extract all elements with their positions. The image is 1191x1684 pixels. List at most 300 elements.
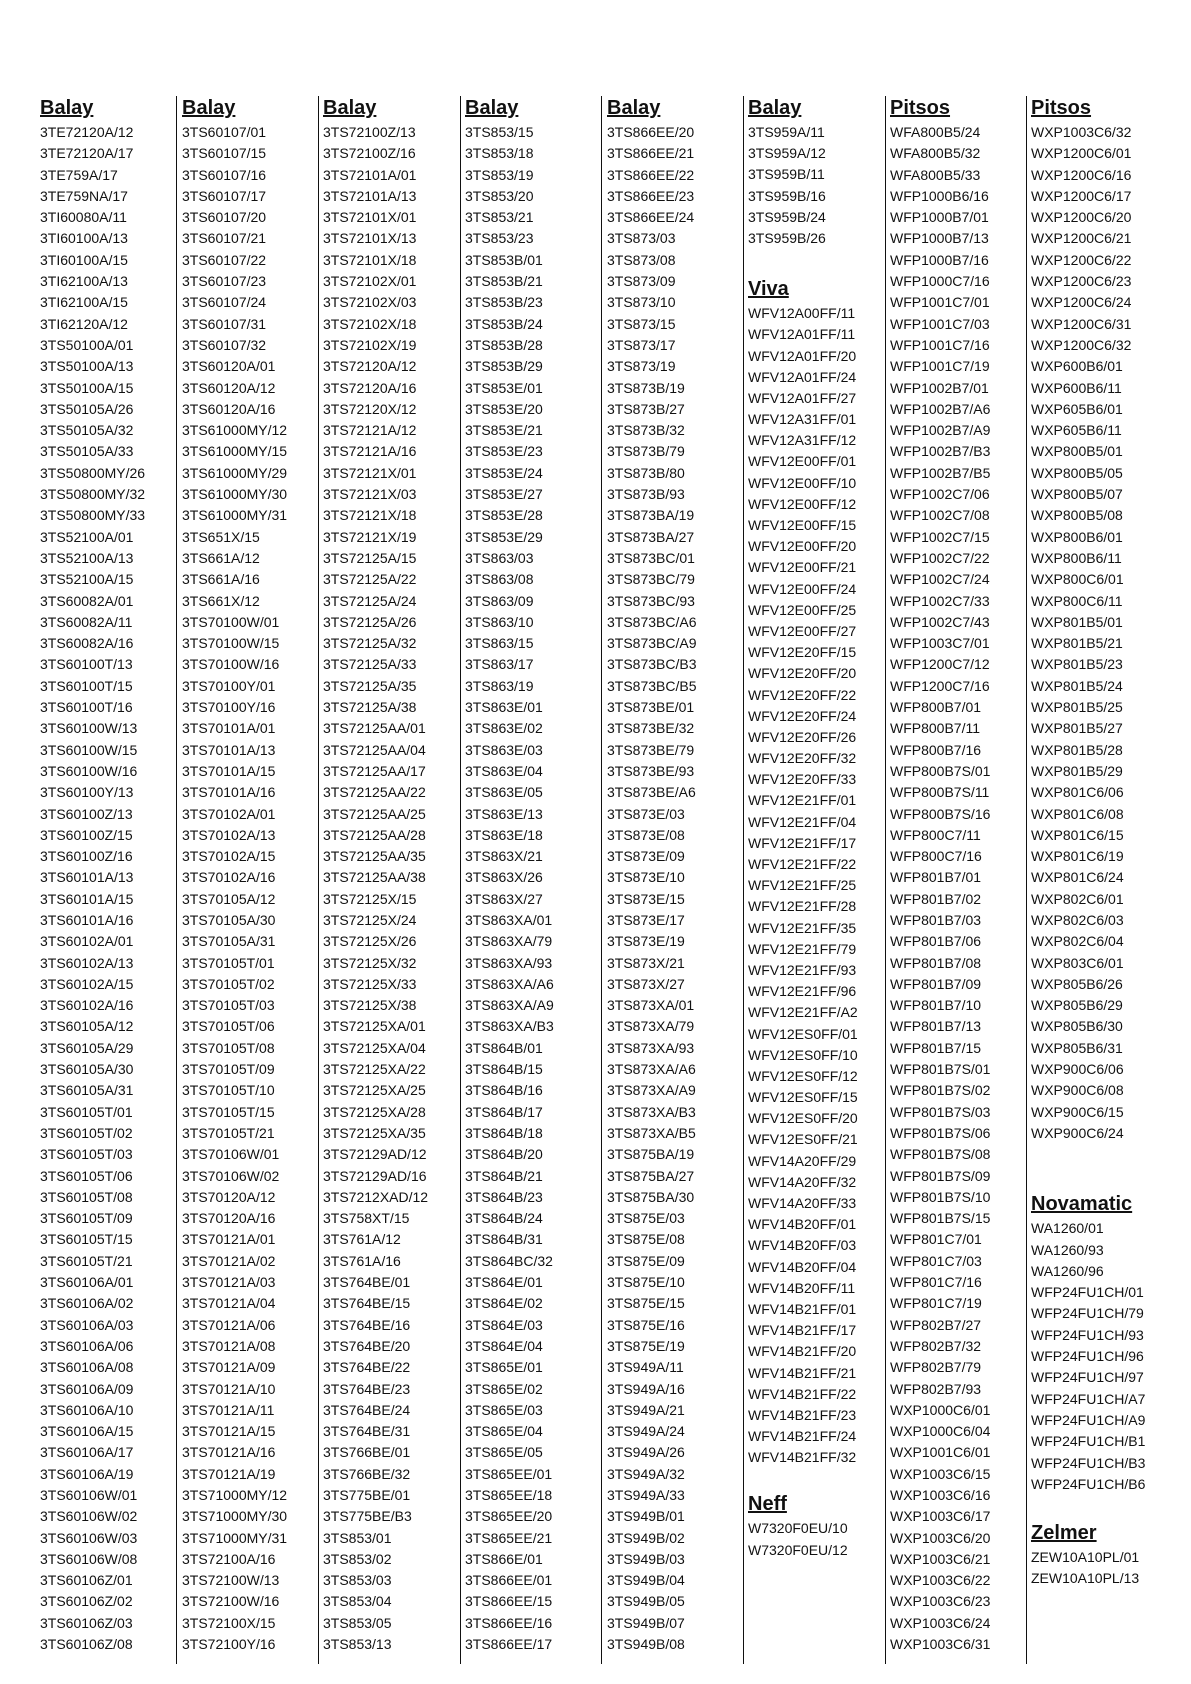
model-number: 3TS764BE/22 <box>323 1359 411 1376</box>
model-number: 3TS60082A/11 <box>40 613 133 630</box>
model-number: 3TS866EE/24 <box>607 209 695 226</box>
model-number: 3TS70121A/09 <box>182 1359 276 1376</box>
model-number: WFV12E21FF/93 <box>748 961 857 978</box>
model-number: 3TS949A/24 <box>607 1423 685 1440</box>
model-number: WXP800B6/01 <box>1031 528 1123 545</box>
model-number: 3TS72102X/19 <box>323 336 417 353</box>
model-number: 3TS764BE/01 <box>323 1274 411 1291</box>
model-number: 3TS72125XA/35 <box>323 1124 426 1141</box>
model-number: 3TS873B/79 <box>607 443 685 460</box>
model-number: WFV12A31FF/12 <box>748 432 857 449</box>
model-number: 3TS60107/01 <box>182 124 267 140</box>
model-number: 3TS70121A/03 <box>182 1274 276 1291</box>
model-number: 3TS61000MY/29 <box>182 464 288 481</box>
model-number: WFV12A00FF/11 <box>748 305 856 322</box>
model-number: 3TS70100Y/16 <box>182 699 276 716</box>
model-number: 3TS764BE/24 <box>323 1401 411 1418</box>
model-number: 3TS60106W/03 <box>40 1529 138 1546</box>
model-number: 3TS72121X/01 <box>323 464 417 481</box>
model-number: WFV12E00FF/10 <box>748 474 857 491</box>
model-number: 3TS60107/17 <box>182 187 267 204</box>
model-number: WFP1000B7/01 <box>890 209 989 226</box>
model-number: 3TS70106W/01 <box>182 1146 280 1163</box>
model-number: 3TS853/01 <box>323 1529 392 1546</box>
model-number: 3TS70105A/12 <box>182 890 276 907</box>
model-number: 3TS60107/31 <box>182 315 267 332</box>
model-number: 3TS853/18 <box>465 145 534 162</box>
model-number: WFP1002B7/A9 <box>890 422 991 439</box>
model-number: 3TS70101A/13 <box>182 741 276 758</box>
brand-heading: Balay <box>323 97 377 119</box>
model-number: 3TS863XA/93 <box>465 954 553 971</box>
model-number: WFV12A01FF/24 <box>748 368 857 385</box>
model-number: 3TS72125XA/04 <box>323 1039 426 1056</box>
model-number: 3TS72125XA/28 <box>323 1103 426 1120</box>
model-number: 3TI60100A/13 <box>40 230 128 247</box>
model-number: WFP802B7/79 <box>890 1359 982 1376</box>
model-number: 3TS873E/15 <box>607 890 685 907</box>
model-number: 3TS864B/24 <box>465 1210 543 1227</box>
model-number: 3TS873BC/B3 <box>607 656 697 673</box>
model-number: 3TS60120A/12 <box>182 379 276 396</box>
model-number: 3TS72125A/38 <box>323 699 417 716</box>
model-number: 3TS775BE/01 <box>323 1487 411 1503</box>
model-number: WFV14A20FF/32 <box>748 1173 857 1190</box>
model-number: 3TS60100W/13 <box>40 720 138 737</box>
model-number: 3TS72102X/18 <box>323 315 417 332</box>
model-number: WFP24FU1CH/B1 <box>1031 1433 1146 1450</box>
model-number: 3TS60105T/01 <box>40 1103 133 1120</box>
model-number: 3TS866EE/23 <box>607 187 695 204</box>
model-number: WFP801B7S/06 <box>890 1124 991 1141</box>
model-number: 3TS853E/01 <box>465 379 543 396</box>
model-number: 3TS70105T/03 <box>182 997 275 1014</box>
model-number: 3TE759A/17 <box>40 166 118 183</box>
model-number: 3TS72125AA/22 <box>323 784 426 801</box>
model-number: 3TS863XA/B3 <box>465 1018 554 1035</box>
model-number: 3TS866EE/16 <box>465 1614 553 1631</box>
model-number: WFV12A31FF/01 <box>748 411 857 428</box>
model-number: 3TS865EE/21 <box>465 1529 553 1546</box>
brand-heading: Viva <box>748 278 789 301</box>
model-number: 3TS70105T/21 <box>182 1124 275 1141</box>
model-number: WFV14B21FF/17 <box>748 1322 857 1339</box>
model-number: WXP801B5/24 <box>1031 677 1123 694</box>
model-number: ZEW10A10PL/01 <box>1031 1549 1140 1566</box>
model-number: WFP802B7/32 <box>890 1337 982 1354</box>
model-number: WFP801B7S/15 <box>890 1210 991 1227</box>
model-number: 3TS72101X/18 <box>323 251 417 268</box>
model-number: WXP900C6/06 <box>1031 1061 1124 1078</box>
model-number: 3TS50100A/15 <box>40 379 134 396</box>
model-number: 3TS50800MY/32 <box>40 486 146 503</box>
brand-group <box>40 96 145 1655</box>
model-number: WFV12ES0FF/21 <box>748 1131 858 1148</box>
model-number: 3TS72100Z/16 <box>323 145 416 162</box>
model-number: 3TS853B/28 <box>465 336 543 353</box>
brand-heading: Novamatic <box>1031 1193 1133 1216</box>
model-number: WFP1000B6/16 <box>890 187 989 204</box>
model-number: 3TS959A/12 <box>748 145 826 162</box>
model-number: 3TS60102A/01 <box>40 933 134 950</box>
model-number: WXP1200C6/20 <box>1031 209 1132 226</box>
brand-heading: Pitsos <box>890 97 951 119</box>
model-number: WFP24FU1CH/B6 <box>1031 1475 1146 1492</box>
model-number: WFP800B7S/16 <box>890 805 991 822</box>
model-number: WFP1002C7/22 <box>890 549 990 566</box>
model-number: WFP1000C7/16 <box>890 273 990 290</box>
model-number: WFP801B7S/01 <box>890 1061 991 1078</box>
model-number: WFV12E21FF/28 <box>748 898 857 915</box>
model-number: WXP805B6/26 <box>1031 975 1123 992</box>
model-number: 3TS60082A/01 <box>40 592 134 609</box>
model-number: WXP801B5/25 <box>1031 699 1123 716</box>
model-number: WXP600B6/11 <box>1031 379 1122 396</box>
model-number: 3TS775BE/B3 <box>323 1508 412 1525</box>
model-number: WFP1002C7/06 <box>890 486 990 503</box>
model-number: 3TS853/19 <box>465 166 534 183</box>
model-number: 3TS873/15 <box>607 315 676 332</box>
model-number: 3TS873XA/A9 <box>607 1082 696 1099</box>
model-number: 3TS70100W/16 <box>182 656 280 673</box>
model-number: 3TS875E/19 <box>607 1337 685 1354</box>
model-number: 3TS70120A/12 <box>182 1188 276 1205</box>
model-number: WXP805B6/31 <box>1031 1039 1123 1056</box>
model-number: 3TS873BC/B5 <box>607 677 697 694</box>
model-number: WFP24FU1CH/93 <box>1031 1326 1144 1343</box>
model-number: WFP801B7/06 <box>890 933 982 950</box>
model-number: WFV12A01FF/11 <box>748 326 856 343</box>
model-number: WFP1001C7/03 <box>890 315 990 332</box>
model-number: 3TS873BC/93 <box>607 592 695 609</box>
model-number: 3TS60107/22 <box>182 251 267 268</box>
model-number: 3TS70121A/06 <box>182 1316 276 1333</box>
model-number: 3TI62100A/15 <box>40 294 128 311</box>
model-number: WFP1002C7/24 <box>890 571 990 588</box>
brand-group <box>890 96 990 1655</box>
model-number: 3TS873XA/A6 <box>607 1061 696 1078</box>
model-number: 3TS873XA/79 <box>607 1018 695 1035</box>
model-number: 3TS873E/09 <box>607 848 685 865</box>
model-number: 3TS72100W/13 <box>182 1572 280 1589</box>
model-number: 3TS865E/05 <box>465 1444 543 1461</box>
model-number: WFP24FU1CH/A7 <box>1031 1390 1146 1407</box>
model-number: WXP802C6/01 <box>1031 890 1124 907</box>
model-number: 3TS72120A/12 <box>323 358 417 375</box>
model-number: WA1260/96 <box>1031 1262 1104 1279</box>
model-number: 3TS766BE/32 <box>323 1465 411 1482</box>
model-number: 3TS865EE/18 <box>465 1487 553 1503</box>
model-number: 3TS60107/20 <box>182 209 267 226</box>
column-divider <box>743 96 744 1664</box>
model-number: 3TS60105T/03 <box>40 1146 133 1163</box>
model-number: 3TS949A/26 <box>607 1444 685 1461</box>
model-number: 3TS60100Z/16 <box>40 848 133 865</box>
model-number: 3TS873B/93 <box>607 486 685 503</box>
model-number: WFV14B20FF/04 <box>748 1258 857 1275</box>
model-number: 3TS863X/21 <box>465 848 543 865</box>
model-number: 3TS72121A/16 <box>323 443 417 460</box>
model-number: 3TS866EE/15 <box>465 1593 553 1610</box>
model-number: 3TS873B/32 <box>607 422 685 439</box>
model-number: WXP1000C6/04 <box>890 1423 991 1440</box>
model-number: 3TS60105T/02 <box>40 1124 133 1141</box>
model-number: WFP1002C7/08 <box>890 507 990 524</box>
model-number: 3TS853E/27 <box>465 486 543 503</box>
model-number: 3TS853E/29 <box>465 528 543 545</box>
model-number: WFP801B7/08 <box>890 954 982 971</box>
model-number: 3TS72101X/13 <box>323 230 417 247</box>
model-number: 3TS60107/15 <box>182 145 267 162</box>
model-number: 3TS865E/04 <box>465 1423 543 1440</box>
model-number: 3TS70121A/08 <box>182 1337 276 1354</box>
model-number: WFP24FU1CH/01 <box>1031 1284 1144 1301</box>
model-number: 3TS72125A/32 <box>323 635 417 652</box>
model-number: 3TS873XA/01 <box>607 997 695 1014</box>
model-number: 3TS60105T/06 <box>40 1167 133 1184</box>
model-number: 3TS72120X/12 <box>323 400 417 417</box>
model-number: WFP800B7/16 <box>890 741 982 758</box>
model-number: WFV12E21FF/22 <box>748 856 857 872</box>
model-number: 3TS873BC/79 <box>607 571 695 588</box>
model-number: 3TS60105A/29 <box>40 1039 134 1056</box>
model-number: WFV12E20FF/26 <box>748 728 857 745</box>
model-number: WFV14A20FF/33 <box>748 1195 857 1211</box>
model-number: WFV12E00FF/25 <box>748 601 857 618</box>
model-number: 3TS766BE/01 <box>323 1444 411 1461</box>
model-number: 3TS60082A/16 <box>40 635 134 652</box>
model-number: 3TS52100A/13 <box>40 549 134 566</box>
model-number: 3TS875E/16 <box>607 1316 685 1333</box>
model-number: 3TS60106W/02 <box>40 1508 138 1525</box>
model-number: WFV12E21FF/79 <box>748 940 857 957</box>
model-number: 3TS873BA/27 <box>607 528 695 545</box>
model-number: WFP800C7/16 <box>890 848 982 865</box>
model-number: 3TS959B/26 <box>748 229 826 246</box>
model-number: WFP1002B7/B3 <box>890 443 991 460</box>
model-number: WXP605B6/11 <box>1031 422 1122 439</box>
model-number: WFP801B7/15 <box>890 1039 982 1056</box>
model-number: WFV12E21FF/25 <box>748 877 857 894</box>
model-number: WXP1200C6/01 <box>1031 145 1132 162</box>
model-number: WFA800B5/32 <box>890 145 981 162</box>
model-number: WXP801B5/29 <box>1031 762 1123 779</box>
model-number: 3TS764BE/15 <box>323 1295 411 1312</box>
model-number: WXP1003C6/17 <box>890 1508 991 1525</box>
model-number: WFP24FU1CH/79 <box>1031 1305 1144 1322</box>
model-number: 3TS72125AA/38 <box>323 869 426 886</box>
brand-heading: Balay <box>182 97 236 119</box>
model-number: 3TS70100W/01 <box>182 613 280 630</box>
model-number: 3TS873XA/B3 <box>607 1103 696 1120</box>
model-number: 3TS72100A/16 <box>182 1550 276 1567</box>
model-number: 3TS853E/28 <box>465 507 543 524</box>
model-number: 3TS60106A/08 <box>40 1359 134 1376</box>
model-number: WXP800C6/11 <box>1031 592 1123 609</box>
model-number: 3TS863/15 <box>465 635 534 652</box>
model-number: 3TS864B/01 <box>465 1039 543 1056</box>
model-number: WFV12E00FF/20 <box>748 538 857 555</box>
model-number: WFP1000B7/13 <box>890 230 989 247</box>
model-number: 3TS764BE/20 <box>323 1337 411 1354</box>
model-number: 3TS875BA/19 <box>607 1146 695 1163</box>
model-number: 3TS949A/21 <box>607 1401 685 1418</box>
model-number: 3TS863E/05 <box>465 784 543 801</box>
model-number: 3TS866E/01 <box>465 1550 543 1567</box>
brand-heading: Neff <box>748 1493 787 1516</box>
column-divider <box>601 96 602 1664</box>
model-number: WXP1200C6/23 <box>1031 273 1132 290</box>
model-number: 3TS863XA/79 <box>465 933 553 950</box>
model-number: 3TS873/19 <box>607 358 676 375</box>
model-number: 3TS72125AA/17 <box>323 762 426 779</box>
model-number: WFV12E00FF/21 <box>748 559 857 576</box>
model-number: 3TS60107/21 <box>182 230 267 247</box>
model-number: WFV12E21FF/04 <box>748 813 857 830</box>
model-number: WXP802C6/04 <box>1031 933 1124 950</box>
model-number: 3TS72121A/12 <box>323 422 417 439</box>
model-number: 3TS873BC/A6 <box>607 613 697 630</box>
model-number: WFV14B21FF/24 <box>748 1428 857 1445</box>
model-number: 3TS873B/27 <box>607 400 685 417</box>
model-number: WXP1200C6/24 <box>1031 294 1132 311</box>
model-number: 3TS72121X/18 <box>323 507 417 524</box>
model-number: 3TS72125XA/25 <box>323 1082 426 1099</box>
model-number: 3TS70121A/19 <box>182 1465 276 1482</box>
brand-group <box>1031 1521 1145 1590</box>
model-number: WFV12ES0FF/01 <box>748 1025 858 1042</box>
model-number: 3TS60107/24 <box>182 294 267 311</box>
model-number: 3TS865EE/01 <box>465 1465 553 1482</box>
model-number: WFV14B21FF/22 <box>748 1385 857 1402</box>
model-number: WXP802C6/03 <box>1031 911 1124 928</box>
model-column <box>1031 96 1145 1590</box>
model-number: 3TS853B/29 <box>465 358 543 375</box>
model-number: 3TS875E/10 <box>607 1274 685 1291</box>
model-number: 3TS863E/02 <box>465 720 543 737</box>
model-number: 3TS853/04 <box>323 1593 392 1610</box>
model-number: WFV12A01FF/20 <box>748 347 857 364</box>
model-number: 3TS70102A/01 <box>182 805 276 822</box>
model-number: 3TS863E/03 <box>465 741 543 758</box>
model-number: 3TS72125X/32 <box>323 954 417 971</box>
model-number: 3TS863XA/A6 <box>465 975 554 992</box>
model-number: WXP801C6/24 <box>1031 869 1124 886</box>
model-number: 3TS764BE/31 <box>323 1423 411 1440</box>
model-number: 3TS72125X/24 <box>323 911 417 928</box>
model-number: WFP1001C7/19 <box>890 358 990 375</box>
model-number: 3TS864E/02 <box>465 1295 543 1312</box>
model-number: 3TS853/21 <box>465 209 534 226</box>
model-number: WFV12E21FF/01 <box>748 792 857 809</box>
model-number: WFV12ES0FF/15 <box>748 1089 858 1106</box>
model-number: WFV14B21FF/23 <box>748 1406 857 1423</box>
model-number: WFP1001C7/16 <box>890 336 990 353</box>
model-number: WXP805B6/29 <box>1031 997 1123 1014</box>
model-number: 3TS60120A/01 <box>182 358 276 375</box>
model-number: WXP900C6/08 <box>1031 1082 1124 1099</box>
model-number: 3TS70121A/01 <box>182 1231 276 1248</box>
model-number: 3TS949A/11 <box>607 1359 684 1376</box>
model-number: WXP900C6/24 <box>1031 1124 1124 1141</box>
model-number: WFP800C7/11 <box>890 826 981 843</box>
model-number: WFV12E20FF/20 <box>748 665 857 682</box>
model-number: 3TS875E/15 <box>607 1295 685 1312</box>
model-number: WXP1200C6/16 <box>1031 166 1132 183</box>
model-number: 3TS72125AA/01 <box>323 720 426 737</box>
model-number: WFP801B7/10 <box>890 997 982 1014</box>
model-number: 3TS60106A/02 <box>40 1295 134 1312</box>
model-number: 3TS863E/18 <box>465 826 543 843</box>
model-number: 3TS60106A/06 <box>40 1337 134 1354</box>
model-number: W7320F0EU/12 <box>748 1541 848 1558</box>
model-number: WFP801B7/01 <box>890 869 982 886</box>
model-number: WFP1002C7/15 <box>890 528 990 545</box>
brand-group <box>323 96 428 1655</box>
model-number: WXP1003C6/21 <box>890 1550 991 1567</box>
model-number: 3TS72120A/16 <box>323 379 417 396</box>
brand-group <box>607 96 697 1655</box>
model-number: 3TS864B/16 <box>465 1082 543 1099</box>
model-number: WFV12E20FF/32 <box>748 750 857 767</box>
model-number: WFP800B7/01 <box>890 699 982 716</box>
model-number: 3TS70121A/10 <box>182 1380 276 1397</box>
model-number: 3TS72125X/15 <box>323 890 417 907</box>
model-number: 3TS661X/12 <box>182 592 260 609</box>
brand-heading: Balay <box>465 97 519 119</box>
model-number: 3TS60100T/13 <box>40 656 133 673</box>
model-number: WXP803C6/01 <box>1031 954 1124 971</box>
model-number: 3TS60100W/16 <box>40 762 138 779</box>
column-divider <box>460 96 461 1664</box>
model-number: 3TS761A/12 <box>323 1231 401 1248</box>
brand-heading: Pitsos <box>1031 97 1092 119</box>
model-number: WXP800B5/05 <box>1031 464 1123 481</box>
model-number: 3TS72100X/15 <box>182 1614 276 1631</box>
model-number: WFV12A01FF/27 <box>748 389 857 406</box>
model-number: WFV12E21FF/35 <box>748 919 857 936</box>
model-number: 3TS50105A/32 <box>40 422 134 439</box>
model-number: WXP1003C6/22 <box>890 1572 991 1589</box>
model-number: WFP801C7/01 <box>890 1231 982 1248</box>
model-number: WXP1200C6/22 <box>1031 251 1132 268</box>
model-number: 3TS70105A/31 <box>182 933 276 950</box>
model-column <box>465 96 554 1655</box>
model-number: 3TS70105T/06 <box>182 1018 275 1035</box>
model-number: WFP801B7/13 <box>890 1018 982 1035</box>
model-number: WXP1003C6/20 <box>890 1529 991 1546</box>
model-number: WFP801B7S/02 <box>890 1082 991 1099</box>
model-number: WFV12E20FF/22 <box>748 686 857 703</box>
model-number: WXP800C6/01 <box>1031 571 1124 588</box>
brand-group <box>465 96 554 1655</box>
model-number: WFP1002C7/33 <box>890 592 990 609</box>
model-number: 3TS61000MY/15 <box>182 443 288 460</box>
model-number: 3TS873/03 <box>607 230 676 247</box>
model-column <box>607 96 697 1655</box>
model-number: 3TS863/17 <box>465 656 534 673</box>
model-number: 3TS72125A/35 <box>323 677 417 694</box>
model-number: 3TS864B/20 <box>465 1146 543 1163</box>
model-number: WXP805B6/30 <box>1031 1018 1123 1035</box>
model-number: WFV14B21FF/01 <box>748 1300 857 1317</box>
model-number: WXP1003C6/23 <box>890 1593 991 1610</box>
model-number: 3TS71000MY/31 <box>182 1529 288 1546</box>
brand-heading: Balay <box>748 97 802 119</box>
model-number: 3TS72121X/03 <box>323 486 417 503</box>
model-number: 3TS60102A/15 <box>40 975 134 992</box>
model-number: 3TS873/10 <box>607 294 676 311</box>
